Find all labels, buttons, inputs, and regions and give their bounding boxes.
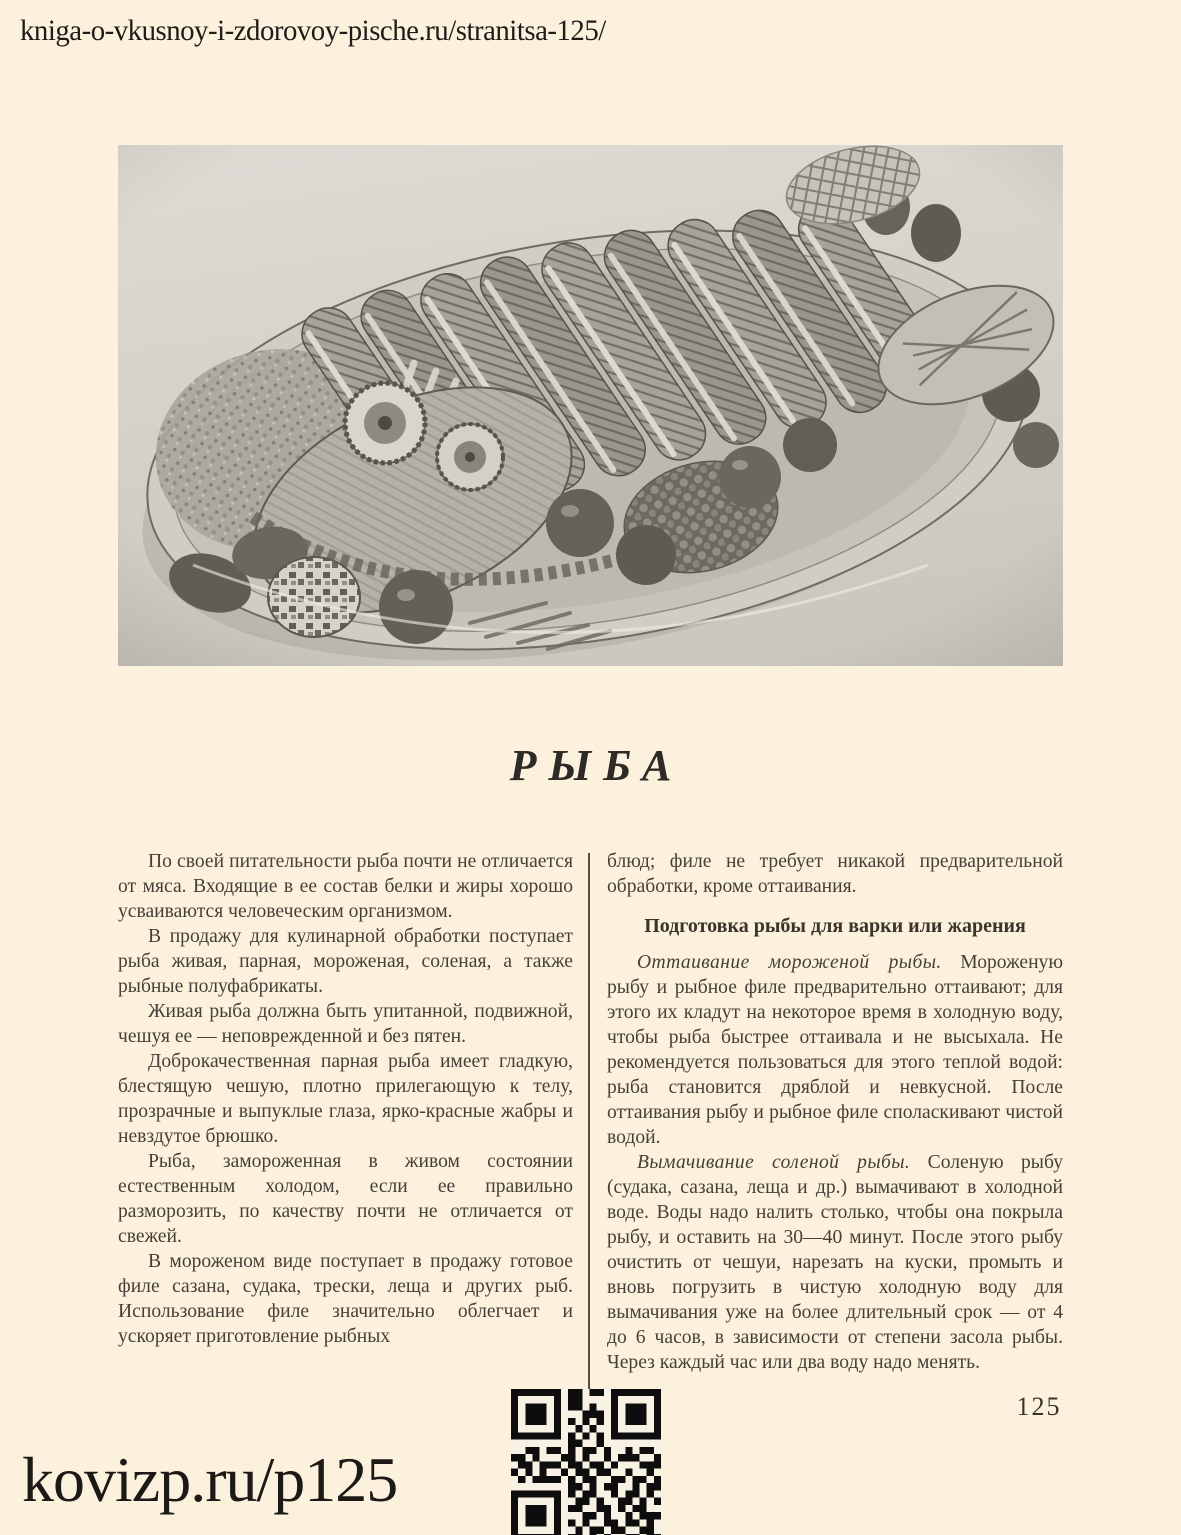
paragraph: По своей питательности рыба почти не отличается от мяса. Входящие в ее состав белки и жиры хорошо усваиваются человеческим организмом. [118,851,573,922]
qr-code [511,1389,661,1535]
site-link: kovizp.ru/p125 [22,1444,398,1515]
paragraph [607,1150,1063,1375]
left-column [118,849,573,1349]
section-heading: Подготовка рыбы для варки или жарения [644,915,1026,937]
paragraph: Живая рыба должна быть упитанной, подвижной, чешуя ее — неповрежденной и без пятен. [118,1001,573,1047]
paragraph [607,950,1063,1150]
paragraph: Доброкачественная парная рыба имеет гладкую, блестящую чешую, плотно прилегающую к телу, прозрачные и выпуклые глаза, ярко-красные жабры и невздутое брюшко. [118,1051,573,1147]
fish-platter-photo [118,145,1063,666]
paragraph-text: Соленую рыбу (судака, сазана, леща и др.) вымачивают в холодной воде. Воды надо налить столько, чтобы она покрыла рыбу, и оставить на 30—40 минут. После этого рыбу очистить от чешуи, нарезать на куски, промыть и вновь погрузить в чистую холодную воду для вымачивания уже на более длительный срок — от 4 до 6 часов, в зависимости от степени засола рыбы. Через каждый час или два воду надо менять. [607,1152,1063,1373]
page-url: kniga-o-vkusnoy-i-zdorovoy-pische.ru/stranitsa-125/ [20,14,606,47]
paragraph: В продажу для кулинарной обработки поступает рыба живая, парная, мороженая, соленая, а также рыбные полуфабрикаты. [118,926,573,997]
paragraph: блюд; филе не требует никакой предварительной обработки, кроме оттаивания. [607,851,1063,897]
paragraph-lead: Вымачивание соленой рыбы. [637,1152,911,1173]
page-number: 125 [1016,1392,1062,1421]
paragraph-lead: Оттаивание мороженой рыбы. [637,952,942,973]
page-title: РЫБА [509,741,684,790]
paragraph: Рыба, замороженная в живом состоянии естественным холодом, если ее правильно разморозить, по качеству почти не отличается от свежей. [118,1151,573,1247]
paragraph: В мороженом виде поступает в продажу готовое филе сазана, судака, трески, леща и других рыб. Использование филе значительно облегчает и ускоряет приготовление рыбных [118,1251,573,1347]
paragraph-text: Мороженую рыбу и рыбное филе предварительно оттаивают; для этого их кладут на некоторое время в холодную воду, чтобы рыба быстрее оттаивала и не высыхала. Не рекомендуется пользоваться для этого теплой водой: рыба становится дряблой и невкусной. После оттаивания рыбу и рыбное филе споласкивают чистой водой. [607,952,1063,1148]
column-divider [588,853,590,1398]
right-column [607,849,1063,1375]
